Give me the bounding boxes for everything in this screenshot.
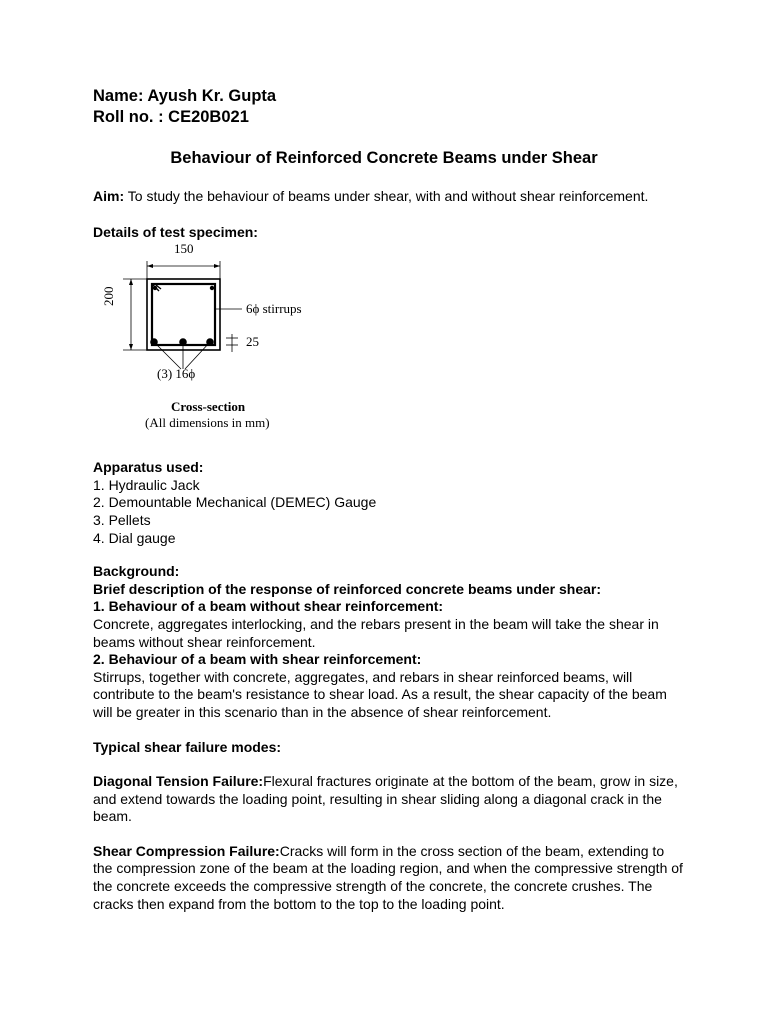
background-subheading: Brief description of the response of reinforced concrete beams under shear: xyxy=(93,580,602,597)
failure-modes-heading: Typical shear failure modes: xyxy=(93,738,282,755)
shear-compression-paragraph xyxy=(93,843,683,913)
diagonal-tension-text: Flexural fractures originate at the bottom of the beam, grow in size, and extend towards the loading point, resulting in shear sliding along a diagonal crack in the beam. xyxy=(93,773,678,825)
diagonal-tension-paragraph xyxy=(93,773,683,826)
behaviour-with-text: Stirrups, together with concrete, aggregates, and rebars in shear reinforced beams, will contribute to the beam's resistance to shear load. As a result, the shear capacity of the beam will be greater in this scenario than in the absence of shear reinforcement. xyxy=(93,668,667,720)
aim-paragraph xyxy=(93,188,683,206)
diagonal-tension-label: Diagonal Tension Failure: xyxy=(93,773,264,790)
width-dimension-label: 150 xyxy=(174,241,194,257)
figure-caption: Cross-section xyxy=(171,399,246,415)
apparatus-item-2: 2. Demountable Mechanical (DEMEC) Gauge xyxy=(93,494,377,511)
behaviour-with-heading: 2. Behaviour of a beam with shear reinforcement: xyxy=(93,651,422,668)
cross-section-figure xyxy=(93,241,353,441)
details-heading: Details of test specimen: xyxy=(93,223,258,240)
student-name: Name: Ayush Kr. Gupta xyxy=(93,87,277,105)
document-page xyxy=(93,86,683,913)
apparatus-item-1: 1. Hydraulic Jack xyxy=(93,476,200,493)
document-title: Behaviour of Reinforced Concrete Beams under Shear xyxy=(170,149,598,167)
apparatus-item-3: 3. Pellets xyxy=(93,511,151,528)
bars-label: (3) 16ϕ xyxy=(157,366,196,382)
background-heading: Background: xyxy=(93,563,180,580)
shear-compression-label: Shear Compression Failure: xyxy=(93,842,280,859)
stirrups-label: 6ϕ stirrups xyxy=(246,301,302,317)
behaviour-without-heading: 1. Behaviour of a beam without shear reinforcement: xyxy=(93,598,444,615)
behaviour-without-text: Concrete, aggregates interlocking, and the rebars present in the beam will take the shear in beams without shear reinforcement. xyxy=(93,615,659,650)
apparatus-item-4: 4. Dial gauge xyxy=(93,529,176,546)
aim-text: To study the behaviour of beams under shear, with and without shear reinforcement. xyxy=(124,188,649,204)
apparatus-heading: Apparatus used: xyxy=(93,459,204,476)
height-dimension-label: 200 xyxy=(101,286,116,307)
shear-compression-text: Cracks will form in the cross section of the beam, extending to the compression zone of the beam at the loading region, and when the compressive strength of the concrete exceeds the compressive strength of the concrete, the concrete crushes. The cracks then expand from the bottom to the top to the loading point. xyxy=(93,842,683,912)
roll-number: Roll no. : CE20B021 xyxy=(93,108,249,126)
figure-subcaption: (All dimensions in mm) xyxy=(145,415,270,431)
aim-label: Aim: xyxy=(93,188,125,204)
cover-label: 25 xyxy=(246,334,259,350)
